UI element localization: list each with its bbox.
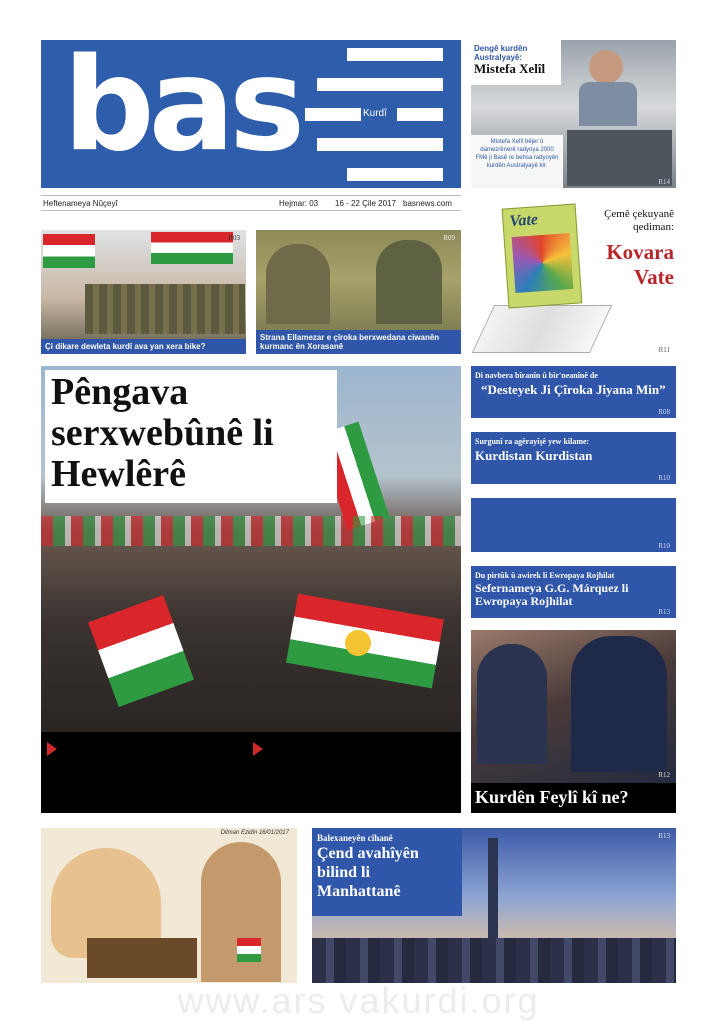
box-story[interactable] (471, 366, 676, 418)
story-caption: Çi dikare dewleta kurdî ava yan xera bike? (41, 339, 246, 354)
logo-bar (347, 48, 443, 61)
feyli-caption: Kurdên Feylî kî ne? (471, 783, 676, 813)
lead-story[interactable] (41, 366, 461, 813)
play-triangle-icon (47, 742, 57, 756)
kurdistan-flag (43, 234, 95, 268)
box-story[interactable] (471, 498, 676, 552)
logo-bar (317, 138, 443, 151)
issue-number: Hejmar: 03 (279, 199, 319, 208)
soldiers-story[interactable] (41, 230, 246, 354)
play-triangle-icon (253, 742, 263, 756)
page-ref: R11 (658, 346, 670, 354)
skyscrapers-story[interactable] (312, 828, 676, 983)
page-ref: R14 (658, 178, 670, 186)
logo-bar (347, 168, 443, 181)
page-ref: R03 (228, 234, 240, 242)
vate-title: Kovara Vate (606, 240, 674, 289)
box-title (471, 503, 676, 505)
radio-caption: Mistefa Xelîl bêjer û damezrênerê radyoya 2000 FMê ji Basê re behsa radyoyên kurdên Australyayê kir. (471, 135, 563, 188)
radio-story[interactable] (471, 40, 676, 188)
issue-dates: 16 - 22 Çile 2017 (335, 199, 396, 208)
mixing-desk (567, 130, 672, 186)
radio-headline (471, 40, 561, 85)
fighter-figure (376, 240, 442, 324)
logo-bar (317, 78, 443, 91)
box-title: Kurdistan Kurdistan (475, 448, 593, 463)
page-ref: R13 (658, 608, 670, 616)
city-skyline (312, 938, 676, 983)
fighter-figure (266, 244, 330, 324)
website-link[interactable]: basnews.com (403, 199, 452, 208)
box-story[interactable] (471, 566, 676, 618)
vate-kicker: Çemê çekuyanê qediman: (604, 208, 674, 233)
watermark: www.ars vakurdi.org (177, 980, 540, 1021)
radio-name: Mistefa Xelîl (474, 61, 546, 76)
publication-type: Heftenameya Nûçeyî (43, 199, 118, 208)
fighters-story[interactable] (256, 230, 461, 354)
magazine-artwork (512, 233, 574, 293)
box-kicker: Surgunî ra agêrayîşê yew kilame: (475, 437, 590, 446)
page-ref: R12 (658, 771, 670, 779)
kurdistan-flag (88, 595, 194, 707)
flag-sun (345, 630, 371, 656)
page-ref: R10 (658, 474, 670, 482)
box-story[interactable] (471, 432, 676, 484)
page-ref: R09 (443, 234, 455, 242)
story-caption: Strana Ellamezar e çîroka berxwedana ciwanên kurmanc ên Xorasanê (256, 330, 461, 354)
issue-info-bar (41, 195, 461, 211)
vate-magazine-cover (502, 204, 583, 309)
kurdistan-flag-patch (237, 938, 261, 962)
city-headline-box (312, 828, 462, 916)
masthead (41, 40, 461, 188)
chessboard-table (87, 938, 197, 978)
presenter-head (589, 50, 623, 84)
presenter-body (579, 82, 637, 126)
woman-figure (477, 644, 547, 764)
box-title: Sefernameya G.G. Márquez li Ewropaya Rojhilat (475, 581, 629, 608)
page-ref: R13 (658, 832, 670, 840)
flag-row (41, 516, 461, 546)
page-ref: R08 (658, 408, 670, 416)
feyli-story[interactable] (471, 630, 676, 813)
cartoon[interactable] (41, 828, 297, 983)
cartoon-credit: Dilman Ezidin 16/01/2017 (220, 830, 289, 836)
box-title: “Desteyek Ji Çîroka Jiyana Min” (481, 382, 666, 397)
bas-logo: bas (63, 40, 300, 180)
kurdistan-flag (151, 232, 233, 264)
open-book (472, 305, 612, 353)
logo-bar (305, 108, 361, 121)
lead-headline: Pêngava serxwebûnê li Hewlêrê (45, 370, 337, 503)
box-kicker: Di navbera bîranîn û bîr'neanînê de (475, 371, 598, 380)
logo-sublabel: Kurdî (363, 108, 387, 119)
vate-story[interactable] (471, 200, 676, 356)
radio-kicker: Dengê kurdên Australyayê: (474, 44, 528, 62)
page-ref: R10 (658, 542, 670, 550)
box-kicker: Du pirtûk û awirek li Ewropaya Rojhilat (475, 571, 615, 580)
city-kicker: Balexaneyên cîhanê (317, 833, 393, 843)
soldiers-row (85, 284, 245, 334)
logo-bar (397, 108, 443, 121)
woman-figure (571, 636, 667, 772)
city-title: Çend avahîyên bilind li Manhattanê (317, 845, 419, 900)
magazine-title: Vate (508, 211, 539, 231)
